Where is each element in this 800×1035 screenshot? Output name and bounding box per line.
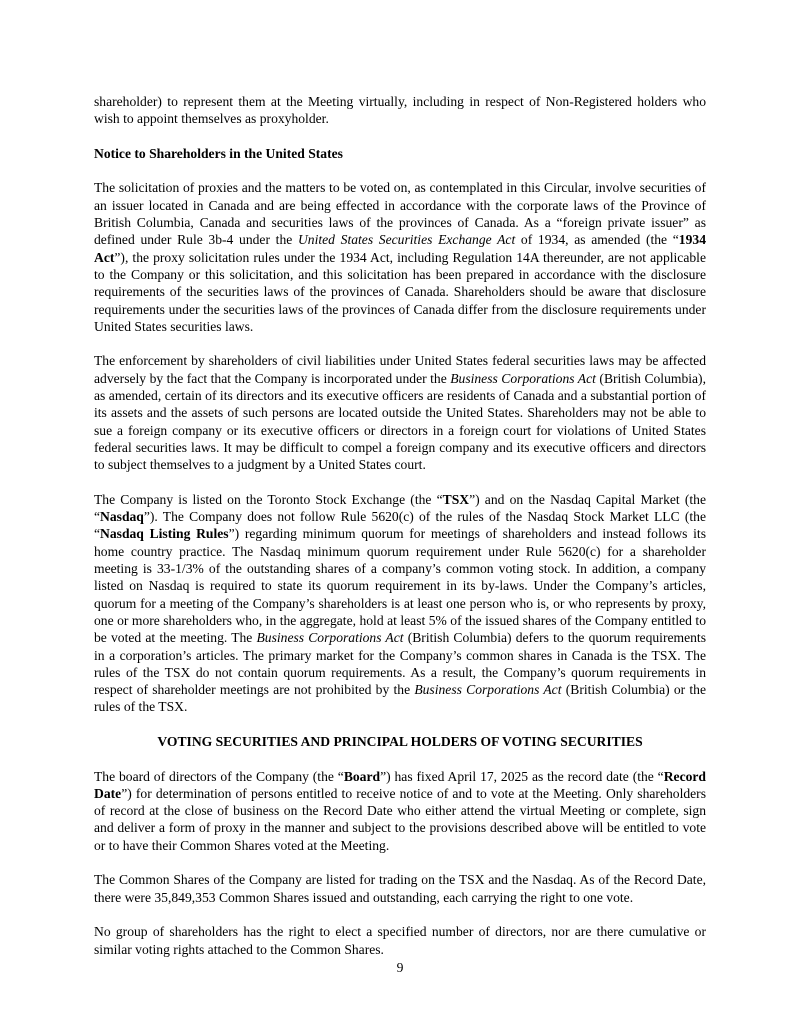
text-run: (British Columbia) or the rules of the TSX.: [94, 682, 706, 715]
paragraph-solicitation: [94, 179, 706, 335]
paragraph-voting-rights: No group of shareholders has the right to elect a specified number of directors, nor are there cumulative or similar voting rights attached to the Common Shares.: [94, 924, 706, 957]
text-run: ”). The Company does not follow Rule 5620(c) of the rules of the Nasdaq Stock Market LLC (the “: [94, 509, 706, 542]
act-title-italic: Business Corporations Act: [256, 630, 404, 646]
text-run: of 1934, as amended (the “: [515, 232, 679, 248]
text-run: ”) and on the Nasdaq Capital Market (the “: [94, 491, 706, 525]
paragraph-common-shares: The Common Shares of the Company are listed for trading on the TSX and the Nasdaq. As of the Record Date, there were 35,849,353 Common Shares issued and outstanding, each carrying the right to one vote.: [94, 872, 706, 905]
act-title-italic: Business Corporations Act: [414, 682, 562, 698]
paragraph-listing-quorum: [94, 491, 706, 716]
defined-term-board: Board: [343, 768, 381, 784]
section-heading-voting-securities: VOTING SECURITIES AND PRINCIPAL HOLDERS OF VOTING SECURITIES: [157, 733, 643, 749]
defined-term-record-date: Record Date: [94, 768, 706, 801]
text-run: (British Columbia) defers to the quorum requirements in a corporation’s articles. The primary market for the Company’s common shares in Canada is the TSX. The rules of the TSX do not contain quorum requirements. As a result, the Company’s quorum requirements in respect of shareholder meetings are not prohibited by the: [94, 630, 706, 698]
text-run: The enforcement by shareholders of civil liabilities under United States federal securities laws may be affected adversely by the fact that the Company is incorporated under the: [94, 353, 706, 386]
paragraph-enforcement: [94, 352, 706, 473]
text-run: ”) regarding minimum quorum for meetings of shareholders and instead follows its home country practice. The Nasdaq minimum quorum requirement under Rule 5620(c) for a shareholder meeting is 33-1/3% of the outstanding shares of a company’s common voting stock. In addition, a company listed on Nasdaq is required to state its quorum requirement in its by-laws. Under the Company’s articles, quorum for a meeting of the Company’s shareholders is at least one person who is, or who represents by proxy, one or more shareholders who, in the aggregate, hold at least 5% of the issued shares of the Company entitled to be voted at the meeting. The: [94, 526, 706, 646]
defined-term-tsx: TSX: [442, 491, 470, 507]
act-title-italic: United States Securities Exchange Act: [297, 232, 516, 248]
defined-term-nasdaq-listing-rules: Nasdaq Listing Rules: [100, 526, 229, 542]
text-run: The Company is listed on the Toronto Stock Exchange (the “: [94, 491, 443, 507]
text-run: (British Columbia), as amended, certain of its directors and its executive officers are residents of Canada and a substantial portion of its assets and the assets of such persons are located outside the United States. Shareholders may not be able to sue a foreign company or its executive officers or directors in a foreign court for violations of United States federal securities laws. It may be difficult to compel a foreign company and its executive officers and directors to subject themselves to a judgment by a United States court.: [94, 370, 706, 473]
page-number: 9: [396, 960, 404, 975]
section-heading-us-shareholders: Notice to Shareholders in the United States: [94, 145, 343, 161]
text-run: The solicitation of proxies and the matters to be voted on, as contemplated in this Circular, involve securities of an issuer located in Canada and are being effected in accordance with the corporate laws of the Province of British Columbia, Canada and securities laws of the provinces of Canada. As a “foreign private issuer” as defined under Rule 3b-4 under the: [94, 180, 706, 248]
text-run: ”), the proxy solicitation rules under the 1934 Act, including Regulation 14A thereunder, are not applicable to the Company or this solicitation, and this solicitation has been prepared in accordance with the disclosure requirements of the securities laws of the provinces of Canada. Shareholders should be aware that disclosure requirements under the securities laws of the provinces of Canada differ from the disclosure requirements under United States securities laws.: [94, 249, 706, 334]
act-title-italic: Business Corporations Act: [450, 370, 596, 386]
text-run: The board of directors of the Company (the “: [94, 768, 344, 784]
text-run: ”) for determination of persons entitled to receive notice of and to vote at the Meeting. Only shareholders of record at the close of business on the Record Date who either attend the virtual Meeting or complete, sign and deliver a form of proxy in the manner and subject to the provisions described above will be entitled to vote or to have their Common Shares voted at the Meeting.: [94, 785, 706, 853]
paragraph-proxyholder: shareholder) to represent them at the Meeting virtually, including in respect of Non-Registered holders who wish to appoint themselves as proxyholder.: [94, 94, 706, 127]
document-page: [94, 93, 706, 975]
text-run: ”) has fixed April 17, 2025 as the record date (the “: [380, 768, 664, 784]
defined-term-1934-act: 1934 Act: [94, 232, 706, 265]
paragraph-record-date: [94, 768, 706, 854]
defined-term-nasdaq: Nasdaq: [100, 509, 144, 525]
